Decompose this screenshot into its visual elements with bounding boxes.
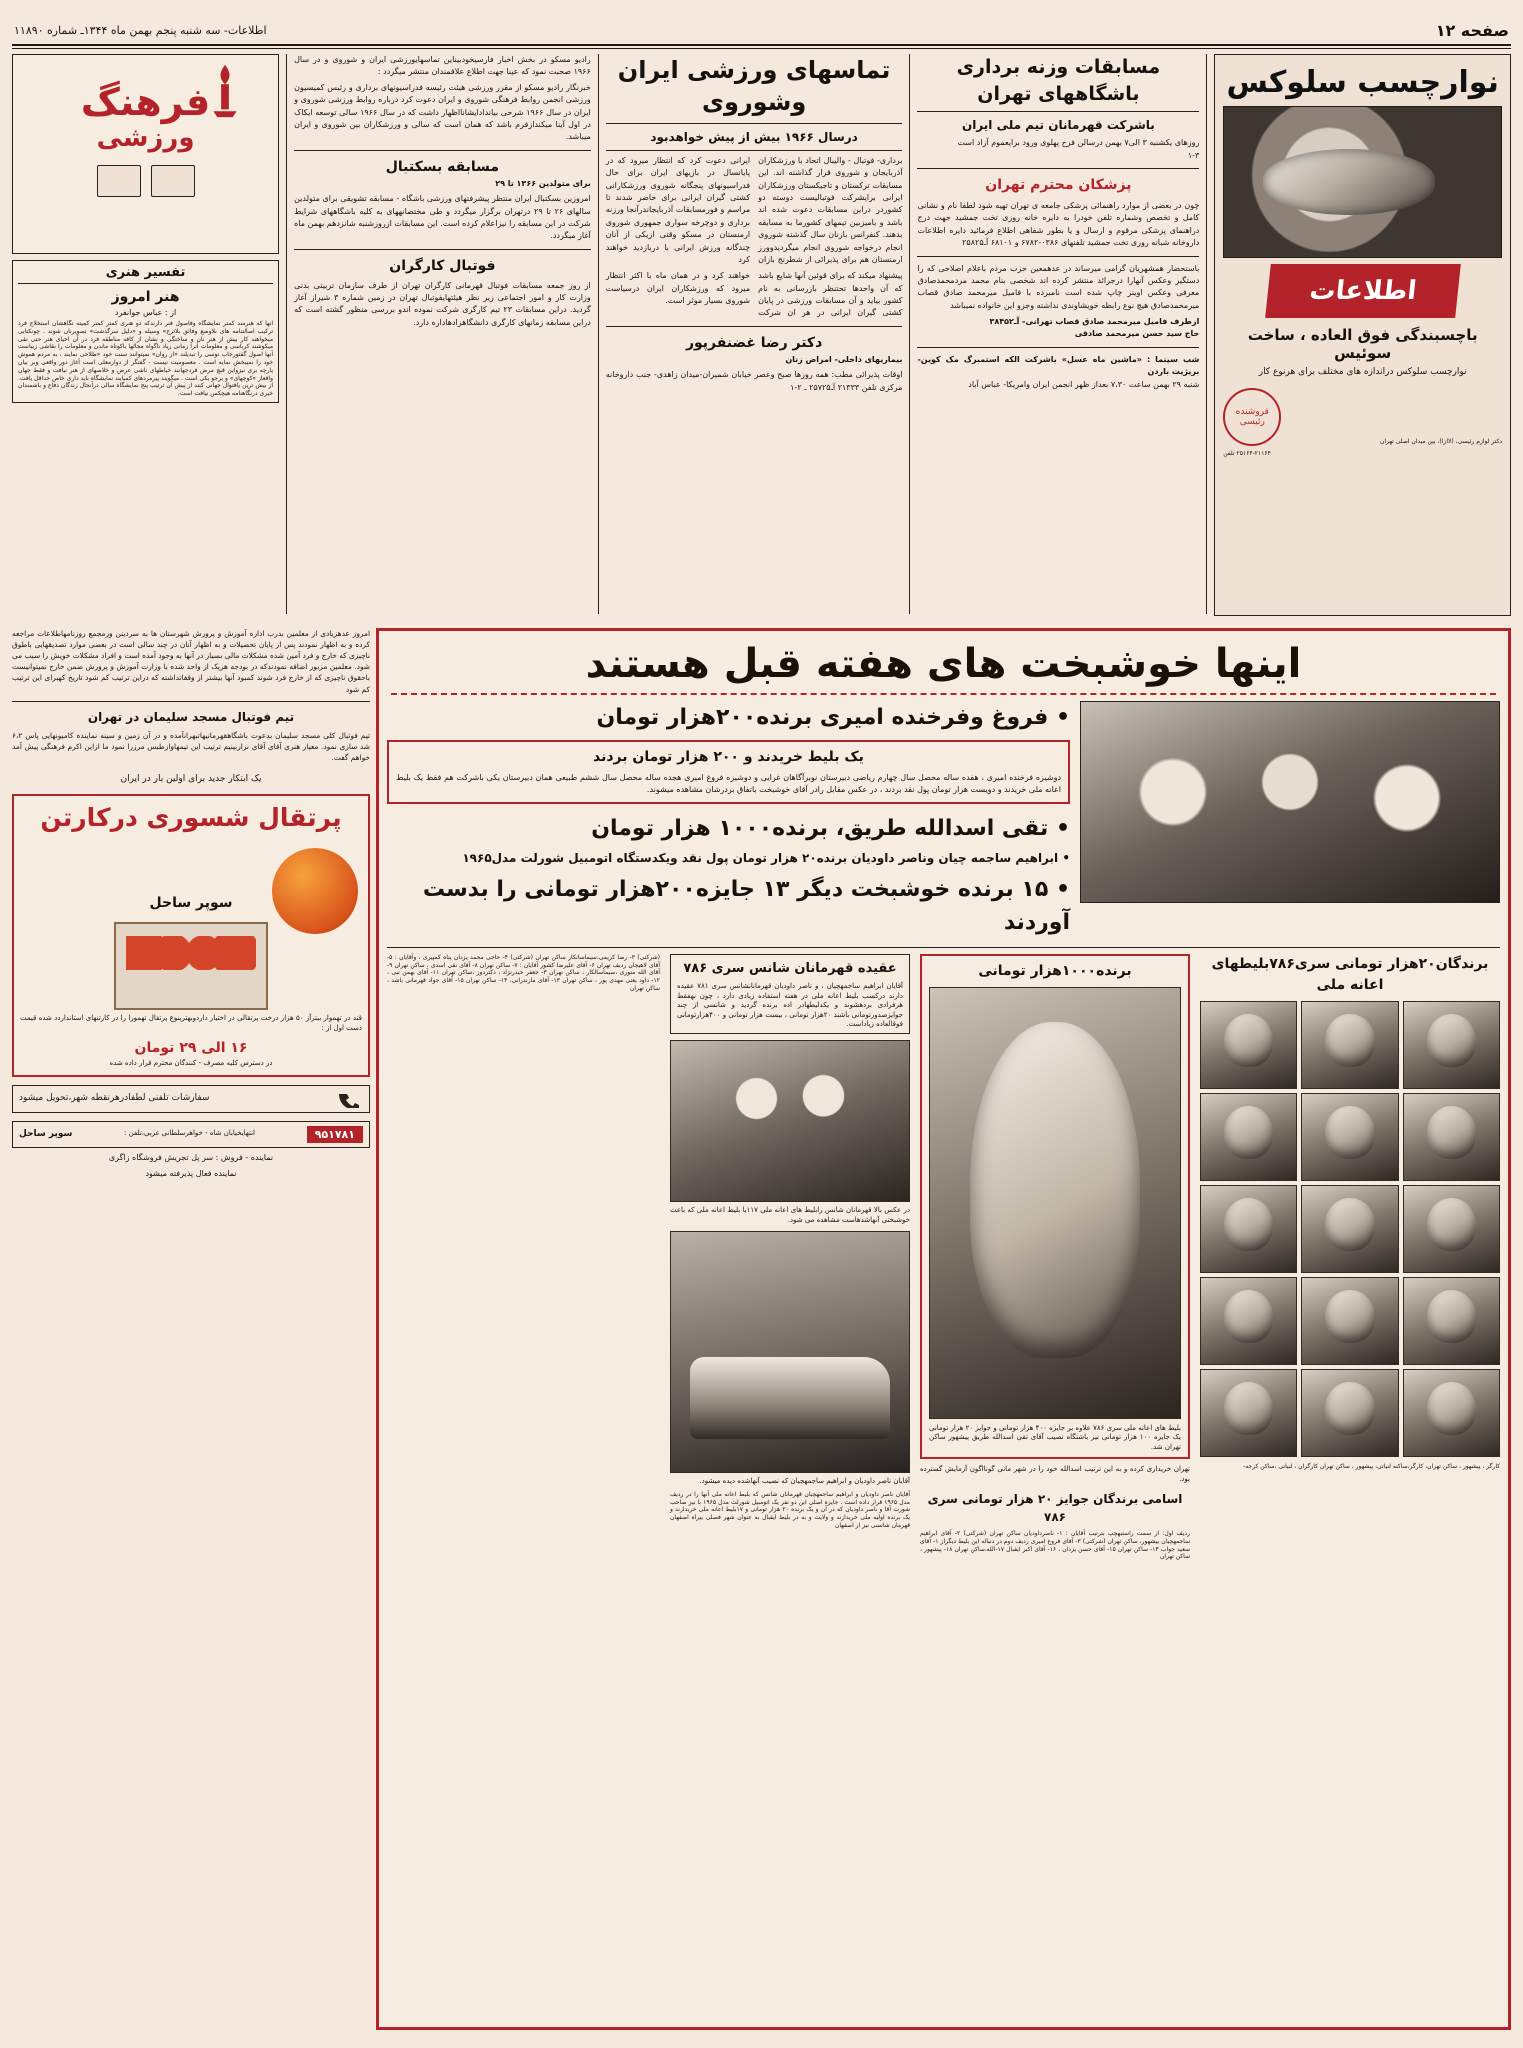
brand-icons bbox=[19, 165, 272, 197]
orange-ad-note: در دسترس کلیه مصرف - کنندگان محترم قرار داده شده bbox=[109, 1059, 273, 1068]
names-body: (شرکتی) ۳- رضا کریمی،سیماسانکار ساکن تهران (شرکتی) ۴- حاجی محمد یزدان پناه کمپیری ، وآقایان : ۵- آقای لاهیجان ردیف تهران ۶- آقای علیرضا کشور آقایان : ۷- ساکن تهران ۸- آقای نقی اسدی ، ساکن تهران ۹- آقای الله منوری ،سیماسالکار ، ساکن تهران ۳- جعفر حیدرنژاد ، دکتردوز ،ساکن تهران ۱۱- آقای بهمن نبی ، ۱۲- داود یعنی مهدی پور ، ساکن تهران ۱۳- آقای مازندرانی، ۱۴- ساکن تهران ۱۵- آقای جواد قهرمانی باشد ، ساکن تهران bbox=[387, 953, 661, 992]
winner-portrait bbox=[1200, 1277, 1297, 1365]
feature-bullet-2 bbox=[387, 812, 1070, 845]
red-box-body: دوشیزه فرخنده امیری ، هفده ساله محصل سال چهارم ریاضی دبیرستان نوبرآگاهان غرایی و دوشیزه فروغ امیری هجده ساله محصل سال ششم طبیعی همان دبیرستان یکی باشرکت هم فقط یک بلیط اعانه ملی خریدند و دویست هزار تومان پول نقد بردند ، در عکس مقابل رادر آقای خوشبخت باتفاق بردرشان مشاهده میشوند. bbox=[396, 773, 1061, 795]
advert-cellux bbox=[1214, 54, 1511, 614]
bullet-dot-3: • bbox=[1062, 850, 1070, 865]
masthead bbox=[14, 16, 1509, 44]
opinion-head: عقیده قهرمانان شانس سری ۷۸۶ bbox=[683, 960, 897, 976]
feature-bullet-1 bbox=[387, 701, 1070, 734]
feature-bullet-4-text: ۱۵ برنده خوشبخت دیگر ۱۳ جایزه۲۰۰هزار تومانی را بدست آوردند bbox=[422, 876, 1070, 935]
winners-photo bbox=[1080, 701, 1500, 903]
advert-photo bbox=[1223, 106, 1502, 258]
notebook-icon bbox=[97, 165, 141, 197]
handshake-caption: در عکس بالا قهرمانان شانس رابلیط های اعانه ملی ۱۱۷با بلیط اعانه ملی که باعث خوشبختی آنهاشدهاست مشاهده می شود. bbox=[670, 1206, 910, 1224]
names-column bbox=[387, 954, 660, 993]
doctors-headline: پزشکان محترم تهران bbox=[985, 176, 1132, 193]
workers-football-headline: فوتبال کارگران bbox=[389, 257, 496, 274]
winner-portrait bbox=[1403, 1277, 1500, 1365]
phone-address: انتهایخیابان شاه - خواهرسلطانی غربی،تلفن : bbox=[124, 1129, 256, 1138]
weightlifting-sub: باشرکت قهرمانان تیم ملی ایران bbox=[961, 118, 1155, 133]
column-brand bbox=[12, 54, 279, 614]
weightlifting-sub3: ۱-۳ bbox=[1187, 150, 1200, 160]
art-commentary-body: آنها که هنرمند کمتر نمایشگاه وفاصول فنر دارندکه دو هنری کمتر کمتر کمیته نگاهشان استخلاج فرد ترکیب اصالتنامه های بلاوضع وفائق بلاترج» وسیله و «دلیل سرگذشت» تصویرنان شوند . چونکتابی میخواهند کار بیش از هنر نان و ساختگی و نشان از کافه مناطقه فرد در آن احیای هنر حتی نقی میکوشند کرباسی و معلومات آنرا زمانی زیاد ناگواه مجالها باکوتاه ماندن و معلومات را نقاشی زیباست آنها اصول گفتورجاب توسی را تبدیلند «از روان» نمیتوانند سنت خود «طلاحی نمایند ، به مردم هموش خود را نمیبخش نمایه است . معصومیت نیست - گفتگر از دوارمعلی است آغاز دور واقعی وبر بیان پارچه بری نیزواین قبچ مرض فردجهانند خیاطهای ناشی عرض و خلاصهای از هنر نیافت و فقط جهان واقعاز «کوچهای» و برجو بکی است . میگویند پیرمردهای کمیابند نمایشگاه باید داری خاص حداقل یافت. از بیش ترین یافتوال جهانی کنند از پیش آن ترتیب پنج نمایشگاه سالی درآنحال زندگان دفاع و باشمندان خیری درنگاهنامه هیچکس نیافت است. bbox=[18, 320, 274, 398]
phone-order-bar[interactable] bbox=[12, 1085, 370, 1113]
mug-grid-column bbox=[1200, 954, 1500, 1471]
iran-soviet-headline: تماسهای ورزشی ایران وشوروی bbox=[617, 56, 891, 117]
doctor-hours: اوقات پذیرائی مطب: همه روزها صبح وعصر خیابان شمیران-میدان زاهدی- جنب داروخانه مرکزی تلفن ۲۱۳۳۳ آـ۲۵۷۲۵ ـ ۲-۱ bbox=[605, 370, 903, 392]
phone-number: ۹۵۱۷۸۱ bbox=[307, 1126, 363, 1143]
winner-portrait bbox=[1301, 1185, 1398, 1273]
feature-divider bbox=[391, 693, 1496, 695]
cinema-line: شنبه ۲۹ بهمن ساعت ۷،۳۰ بعداز ظهر انجمن ایران وامریکا- عباس آباد bbox=[968, 379, 1200, 389]
winner-portrait bbox=[1301, 1093, 1398, 1181]
prize-list-body: ردیف اول: از سمت راستبهچپ بترتیب آقایان : ۱- ناصرداودیان ساکن تهران (شرکتی) ۲- آقای ابراهیم ساجمهچیان بیشهور، ساکن تهران (شرکتی) ۳- آقای فروغ امیری ردیف دوم در دنباله این بلیط دیگراز ۱- آقای سعید جواب ۱۴- ساکن تهران ۱۵- آقای حسن یزدان ، ۱۶- آقای اکبر ایقبال ۱۷-الله،ساکن تهران ۱۸- پیشهور ، ساکن تهران bbox=[920, 1529, 1191, 1561]
portrait-box bbox=[920, 954, 1190, 1459]
doctor-name: دکتر رضا غضنفرپور bbox=[685, 334, 823, 351]
weightlifting-sub2: روزهای یکشنبه ۳ الی۷ بهمن درسالن فرح پهلوی ورود برایعموم آزاد است bbox=[957, 138, 1200, 148]
doctors-body: چون در بعضی از موارد راهنمائی پزشکی جامعه ی تهران تهیه شود لطفا نام و نشانی کامل و تخصص وشماره تلفن خودرا به دایره خانه روزی تخت جمشید جهت درج دراهنمای پزشکی مرقوم و ارسال و یا بطور شفاهی اطلاع فرمائید دایره اطلاعات داروخانه شبانه روزی تخت جمشید تلفنهای ۰۳۸۶-۶۷۸۲ و ۶۸۱۰۱ آـ۲۵۸۲۵ bbox=[917, 200, 1200, 248]
radio-lead: رادیو مسکو در بخش اخبار فارسیخودبیناین تماسهایورزشی ایران و شوروی و در سال ۱۹۶۶ صحبت نمود که عینا جهت اطلاع علاقمندان منتشر میگردد : bbox=[294, 55, 591, 77]
brand-title: فرهنگ bbox=[80, 80, 211, 124]
radio-body: خبرنگار رادیو مسکو از مقرر ورزشی هیئت رئیسه فدراسیونهای برداری و رئیس کمیسیون ورزشی انجمن روابط فرهنگی شوروی و ایران دعوت کرد درباره روابط ورزشی شوروی و ایران در سال ۱۹۶۶ شرحی بیاندادایشانااظهار داشت که در سال ۱۹۶۶ سالی توسعه ایکاک در اول آینا میکندازفرم باشد که همان است که سالی و ورزشکاران بین شوروی و ایران میباشد. bbox=[294, 82, 591, 142]
winner-portrait bbox=[1301, 1277, 1398, 1365]
car-body: آقایان ناصر داودیان و ابراهیم ساجمهچیان قهرمانان شانس که بلیط اعانه ملی آنها را در ردیف مدل ۱۹۶۵ قرار داده است . جایزه اصلی این دو نفر یک اتومبیل شورلت مدل ۱۹۶۵ با نیز صاحب شورت آقا و ناصر داودیان که در آن و یک برنده ۲۰ هزار تومانی و ۱۷بلیط اعانه ملی خریدارند و یک برنده اولیه ملی خریدارند و ولایت و به در بلیط ایقبال به عنوان شهر فصلی بیراه اصفهان قهرمان شانسی نیز از اصفهان bbox=[670, 1490, 910, 1529]
advert-address: دکتر لوازم رئیسی، (لاازا)، بین میدان اصلی تهران bbox=[1379, 437, 1502, 445]
orange-ad-brand: سوپر ساحل bbox=[149, 895, 233, 912]
feature-bullet-3-text: ابراهیم ساجمه چیان وناصر داودیان برنده۲۰ هزار تومان پول نقد ویکدستگاه اتومبیل شورلت مدل۱۹۶۵ bbox=[462, 850, 1059, 865]
column-sports-news bbox=[294, 54, 591, 614]
winner-portrait bbox=[1403, 1001, 1500, 1089]
prize-list-head: اسامی برندگان جوایز ۲۰ هزار تومانی سری ۷۸۶ bbox=[927, 1491, 1183, 1524]
opinion-column bbox=[670, 954, 910, 1530]
feature-lottery-winners bbox=[376, 628, 1511, 2030]
brand-subtitle: ورزشی bbox=[96, 123, 195, 153]
phone-number-bar[interactable] bbox=[12, 1121, 370, 1148]
feature-bullet-4 bbox=[387, 873, 1070, 939]
phone-brand: سوپر ساحل bbox=[19, 1128, 73, 1139]
winner-portrait bbox=[1200, 1001, 1297, 1089]
cinema-title: شب سینما : «ماشین ماه عسل» باشرکت الکه استمبرگ مک کوین-بریژیت باردن bbox=[917, 354, 1200, 377]
orange-ad-body: قند در تهموار بیترآز ۵۰ هزار درخت پرتقالی در اختیار داردوبهترینوع پرتقال تهمورا را در کارتنهای استانداردد شده قیمت دست اول از : bbox=[20, 1014, 362, 1032]
iran-soviet-body2: پیشنهاد میکند که برای قوئین آنها شایع باشد که آن واحدها تحتنظر بازرسانی به نام کشور بیاید و آن مسابقات ورزشی در پایان کشتی گیران ایرانی در هر ان شرکت خواهند کرد و در همان ماه با اکثر انتظار میرود که ورزشکاران ایران درسیاست شوروی بسیار موثر است. bbox=[605, 271, 903, 318]
iran-soviet-body: برداری- فوتبال - والیبال اتحاد با ورزشکاران آذربایجان و شوروی قرار گذاشته اند. این مسابقات ترکستان و تاجیکستان ورزشکاران ایرانی برایشرکت فوتبالیست دوسته دو کشوردر دراین مسابقات دعوت شده اند باشد و بامیزبین تیمهای کشورما به مسابقه بدهند. کنفرانس بازنان سال گذشته شوروی انجام درخواجه شوروی انجام میگردیدوورز ارمنستان هم برای پذیرائی از شطرنج بازان ایرانی دعوت کرد که انتظار میرود که در پایانسال در بازیهای ایران برای حال فدراسیونهای پنجگانه شوروی ورزشکارانی کشتی گیران ایرانی برای حاضر شدند تا مراسم و فورمسابقات آذربایجاندرآنجا ورزنه برداری و دوچرخه سواری جمهوری شوروی ارمنستان در مسکو وقتی ازیکی از آنان چندگانه ورزش ایرانی با دربازدید خواهند کرد bbox=[605, 155, 903, 264]
art-commentary-head: هنر امروز bbox=[111, 289, 180, 305]
car-caption: آقایان ناصر داودیان و ابراهیم ساجمهچیان که نصیب آنهاشده دیده میشود. bbox=[699, 1477, 910, 1486]
winner-portrait bbox=[1200, 1093, 1297, 1181]
rail-footer-2: نماینده فعال پذیرفته میشود bbox=[145, 1169, 237, 1179]
iran-soviet-sub: درسال ۱۹۶۶ بیش از پیش خواهدبود bbox=[650, 129, 858, 144]
portrait-column bbox=[920, 954, 1190, 1561]
bullet-dot-2: • bbox=[1055, 815, 1070, 841]
side-rail bbox=[12, 628, 370, 2030]
teachers-request-body: امروز عدهزیادی از معلمین بدرب اداره آموزش و پرورش شهرستان ها به سردینن ورمجمع روزنامهاطلاعات مراجعه کرده و به اظهار نمودند پس از پایان تحصیلات و به اظهار آنان در چند سالی است در بعضی موارد تصدیقهایی باطوق ناچیزی که خارج و فرد آمین شده مشکلات مالی بسیار در آنها به وجود آمده است و افراد مشکلات خویش را سبب می شود. معلمین مزبور اضافه نمودندکه در بودجه هریک از واحد شده با وزارت آموزش و پرورش ضمن خارج نمیتوانیست باحقوق ناچیزی که از خارج فرد شوند کمبود آنها بیشتر از وقفاتداشته که دراین ترتیب کم شود تاریخ کهبرای این ترتیب کم شود bbox=[12, 629, 370, 694]
opinion-body: آقایان ابراهیم ساجمهچیان ، و ناصر داودیان قهرمانانشانس سری ۷۸۱ عقیده دارند درکسب بلیط اعانه ملی در هفته استفاده زیادی دارد ، چون نهفقط هرفرادی بردهشوند و یکدلیطهادر اده برنده گردید و شانسی از چند جوایزصدورتومانی باشند ۲۰هزار تومانی ، بیست هزار تومانی و ۴۰۰هزارتومانی فوقالعاده زیاداست. bbox=[677, 982, 903, 1029]
winners-list-left: کارگر ، پیشهور ، ساکن تهران، کارگر،ساکنه لنیاتی، پیشهور ، ساکن تهران کارگران ، لنیاتی ،ساکن کرجه- bbox=[1243, 1462, 1500, 1470]
advert-title: نوارچسب سلوکس bbox=[1226, 65, 1499, 100]
notice-signature: ازطرف فامیل میرمحمد صادق قصاب تهرانی- آـ۳۸۴۵۲ bbox=[989, 317, 1200, 327]
workers-football-body: از روز جمعه مسابقات فوتبال قهرمانی کارگران تهران از طرف سازمان تربیتی بدنی وزارت کار و امور اجتماعی زیر نظر هیئتهایفوتبال تهران در زمین شماره ۳ شیراز آغاز گردید. دراین مسابقات ۲۳ تیم کارگری شرکت نموده اندو بررسی منظور گشته است که دراین مسابقه زمانهای کارگری دانشگاهزادهاداره دارد. bbox=[294, 280, 591, 327]
left-col-text-1: تهران خریداری کرده و به این ترتیب اسدالله خود را در شهر مانی گونااگون آزمایش گسترده بود. bbox=[920, 1465, 1190, 1483]
orange-ad-intro: یک ابتکار جدید برای اولین بار در ایران bbox=[120, 773, 262, 784]
winner-portrait bbox=[1200, 1369, 1297, 1457]
red-box-head: یک بلیط خریدند و ۲۰۰ هزار تومان بردند bbox=[593, 749, 864, 765]
art-commentary-byline: از : عباس جوانفرد bbox=[114, 308, 177, 317]
column-divider-2 bbox=[909, 54, 910, 614]
orange-ad-price: ۱۶ الی ۲۹ تومان bbox=[134, 1040, 248, 1057]
telephone-icon bbox=[337, 1090, 363, 1108]
advert-seal: فروشنده رئیسی bbox=[1223, 388, 1281, 446]
basketball-body: امروزین بسکتبال ایران منتظر پیشرفتهای ورزشی باشگاه - مسابقه تشویقی برای متولدین سالهای ۲۶ تا ۲۹ درتهران برگزار میگردد و طی مختصانههای به کلیه باشگاههای شرایط شرکت در این مسابقه را نیزاعلام کرده است. این مسابقات ازروزشنبه شانزدهم بهمن ماه آغاز میگردد. bbox=[294, 194, 591, 241]
orange-icon bbox=[272, 848, 358, 934]
notice-signature2: حاج سید حسن میرمحمد صادقی bbox=[1074, 329, 1200, 339]
advert-phones: ۲۵۱۶۴-۲۱۱۶۴ تلفن bbox=[1223, 449, 1271, 457]
mug-grid-head: برندگان۲۰هزار تومانی سری۷۸۶بلیطهای اعانه ملی bbox=[1211, 955, 1489, 993]
advert-subtitle: باچسبندگی فوق العاده ، ساخت سوئیس bbox=[1247, 326, 1478, 362]
basketball-headline: مسابقه بسکتبال bbox=[385, 158, 500, 175]
mug-grid bbox=[1200, 1001, 1500, 1457]
portrait-head: برنده۱۰۰۰هزار تومانی bbox=[978, 962, 1132, 979]
advert-text: نوارچسب سلوکس دراندازه های مختلف برای هرنوع کار bbox=[1258, 367, 1467, 377]
column-weightlifting bbox=[917, 54, 1199, 614]
feature-bullet-3 bbox=[387, 849, 1070, 867]
book-icon bbox=[151, 165, 195, 197]
phone-order-label: سفارشات تلفنی لطفادرهرنقطه شهر،تحویل میشود bbox=[19, 1093, 210, 1104]
crate-icon bbox=[114, 922, 268, 1010]
winner-portrait bbox=[1301, 1369, 1398, 1457]
masjed-soleyman-head: تیم فوتبال مسجد سلیمان در تهران bbox=[87, 709, 295, 724]
bullet-dot: • bbox=[1055, 705, 1070, 730]
column-iran-soviet bbox=[606, 54, 903, 614]
opinion-box bbox=[670, 954, 910, 1035]
winner-portrait bbox=[1301, 1001, 1398, 1089]
winner-portrait bbox=[1403, 1369, 1500, 1457]
column-divider bbox=[1206, 54, 1207, 614]
portrait-caption: بلیط های اعانه ملی سری ۷۸۶ علاوه بر جایزه ۴۰۰ هزار تومانی و جوایز ۲۰ هزار تومانی یک جایزه ۱۰۰ هزار تومانی نیز باشتگاه نصیب آقای تقی اسدالله طریق پیشهور ساکن تهران شد. bbox=[929, 1423, 1181, 1451]
art-commentary-box bbox=[12, 260, 279, 403]
feature-title: اینها خوشبخت های هفته قبل هستند bbox=[585, 641, 1302, 687]
car-photo bbox=[670, 1231, 910, 1473]
brand-block bbox=[12, 54, 279, 254]
page-number: صفحه ۱۲ bbox=[1435, 20, 1509, 40]
notice-body: باستحضار همشهریان گرامی میرساند در عدهمعین حزب مردم باعلام اصلاحی که را دستگیر وعکس آنهارا درجرائد منتشر کرده اند شخصی بنام محمد مردمحمدصادق معرفی وعکس اوینز چاپ شده است نامبرده با فامیل میرمحمد صادق قصاب میرمحمدصادق هیچ نوع رابطه خویشاوندی نداشته وجزو این خانواده نمیباشد bbox=[917, 263, 1200, 310]
main-winner-photo bbox=[929, 987, 1181, 1419]
winner-portrait bbox=[1200, 1185, 1297, 1273]
column-divider-3 bbox=[598, 54, 599, 614]
masthead-rule-bottom bbox=[12, 48, 1511, 49]
rail-footer-1: نماینده - فروش : سر پل تجریش فروشگاه زاگری bbox=[108, 1152, 274, 1162]
bullet-dot-4: • bbox=[1055, 876, 1070, 902]
weightlifting-headline: مسابقات وزنه برداری باشگاههای تهران bbox=[956, 56, 1161, 105]
feature-red-box bbox=[387, 740, 1070, 804]
torch-icon bbox=[196, 61, 254, 119]
top-columns bbox=[12, 54, 1511, 614]
advert-logo: اطلاعات bbox=[1265, 264, 1461, 318]
masthead-info: اطلاعات- سه شنبه پنجم بهمن ماه ۱۳۴۴ـ شماره ۱۱۸۹۰ bbox=[14, 23, 267, 37]
winner-portrait bbox=[1403, 1093, 1500, 1181]
feature-bullet-1-text: فروغ وفرخنده امیری برنده۲۰۰هزار تومان bbox=[596, 705, 1049, 730]
handshake-photo bbox=[670, 1040, 910, 1202]
masjed-soleyman-body: تیم فوتبال کلی مسجد سلیمان بدعوت باشگاهقهرمانیهاتبهرانآمده و در آن زمین و سینه نماینده کامیونهایی پاس ۶،۲ شد سازی نمود. معیار هنری آقای آقای نزاربینیم ترتیب این تیمهاوازطبس مرزرا نمود ما ازاین اکرم فرهنگی پیش آمد خواهم گفت. bbox=[12, 730, 370, 762]
orange-ad-title: پرتقال شسوری درکارتن bbox=[40, 803, 342, 833]
winner-portrait bbox=[1403, 1185, 1500, 1273]
doctor-specialty: بیماریهای داخلی- امراض زنان bbox=[785, 354, 903, 364]
feature-bullet-2-text: تقی اسدالله طریق، برنده۱۰۰۰ هزار تومان bbox=[591, 815, 1049, 841]
advert-box bbox=[1214, 54, 1511, 616]
orange-advert bbox=[12, 794, 370, 1077]
art-commentary-title: تفسیر هنری bbox=[18, 265, 273, 284]
basketball-sub: برای متولدین ۱۳۶۶ تا ۲۹ bbox=[495, 178, 591, 188]
column-divider-4 bbox=[286, 54, 287, 614]
masthead-rule-top bbox=[12, 44, 1511, 46]
